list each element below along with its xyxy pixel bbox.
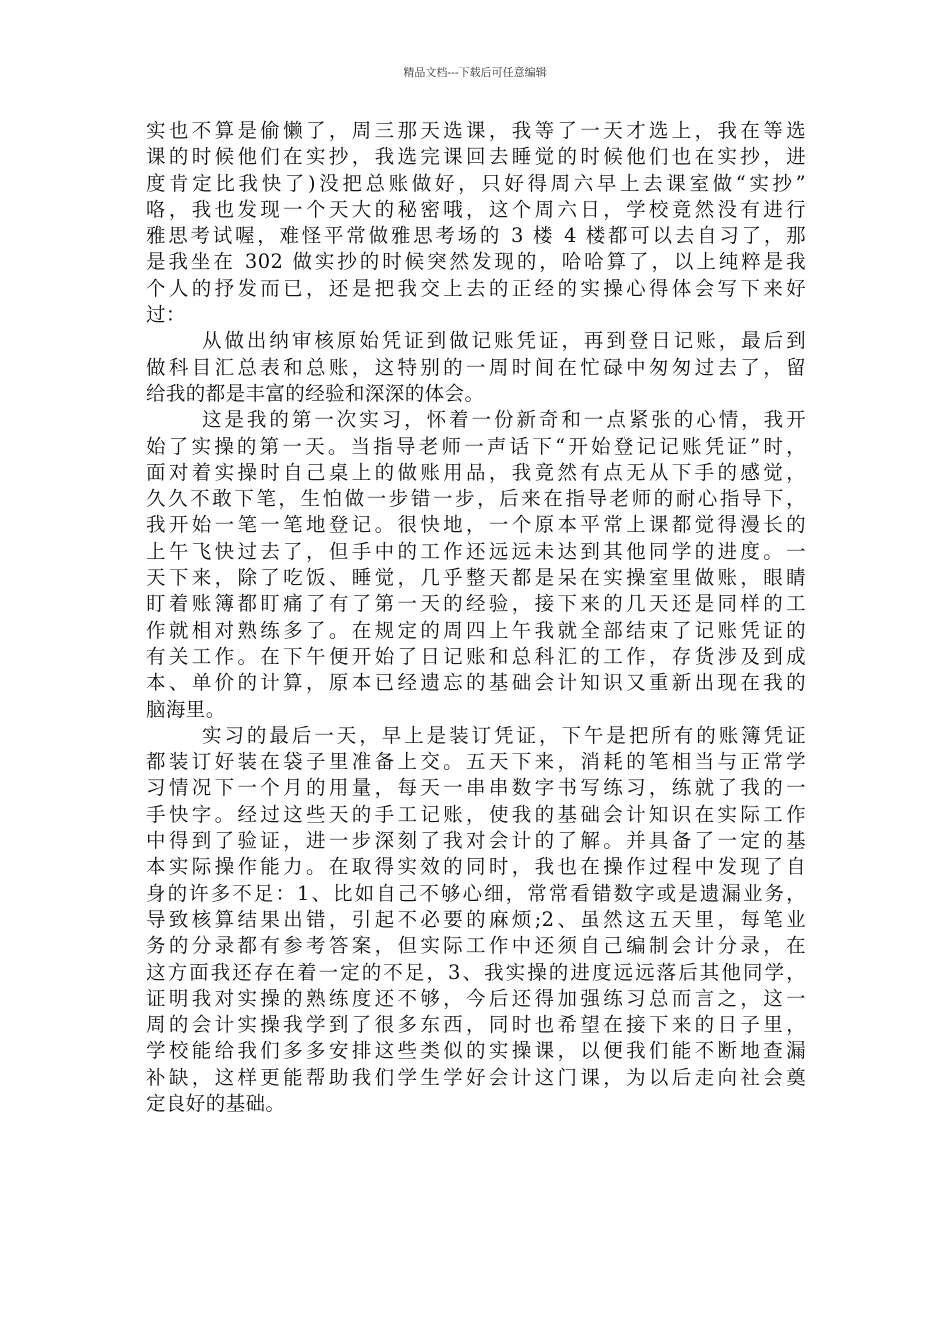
page-header: 精品文档---下载后可任意编辑: [403, 66, 547, 79]
text-line: 久久不敢下笔，生怕做一步错一步，后来在指导老师的耐心指导下，: [146, 487, 806, 511]
text-line: 习情况下一个月的用量，每天一串串数字书写练习，练就了我的一: [146, 776, 806, 800]
text-line: 本实际操作能力。在取得实效的同时，我也在操作过程中发现了自: [146, 855, 806, 879]
text-line: 学校能给我们多多安排这些类似的实操课，以便我们能不断地查漏: [146, 1039, 806, 1063]
text-line: 实也不算是偷懒了，周三那天选课，我等了一天才选上，我在等选: [146, 119, 806, 142]
text-line: 务的分录都有参考答案，但实际工作中还须自己编制会计分录，在: [146, 934, 806, 958]
text-line: 个人的抒发而已，还是把我交上去的正经的实操心得体会写下来好: [146, 276, 806, 300]
text-line: 面对着实操时自己桌上的做账用品，我竟然有点无从下手的感觉，: [146, 460, 806, 484]
text-line: 雅思考试喔，难怪平常做雅思考场的 3 楼 4 楼都可以去自习了，那: [146, 224, 806, 248]
text-line: 从做出纳审核原始凭证到做记账凭证，再到登日记账，最后到: [202, 329, 806, 353]
text-line: 做科目汇总表和总账，这特别的一周时间在忙碌中匆匆过去了，留: [146, 355, 806, 379]
text-line: 这是我的第一次实习，怀着一份新奇和一点紧张的心情，我开: [202, 408, 806, 432]
text-line: 这方面我还存在着一定的不足，3、我实操的进度远远落后其他同学，: [146, 960, 806, 984]
text-line: 始了实操的第一天。当指导老师一声话下“开始登记记账凭证”时，: [146, 434, 806, 458]
text-line: 中得到了验证，进一步深刻了我对会计的了解。并具备了一定的基: [146, 829, 806, 853]
text-line: 手快字。经过这些天的手工记账，使我的基础会计知识在实际工作: [146, 802, 806, 826]
text-line: 脑海里。: [146, 697, 226, 721]
document-body: [146, 118, 806, 1117]
text-line: 导致核算结果出错，引起不必要的麻烦;2、虽然这五天里，每笔业: [146, 907, 806, 931]
text-line: 咯，我也发现一个天大的秘密哦，这个周六日，学校竟然没有进行: [146, 197, 806, 221]
text-line: 本、单价的计算，原本已经遗忘的基础会计知识又重新出现在我的: [146, 671, 806, 695]
text-line: 证明我对实操的熟练度还不够，今后还得加强练习总而言之，这一: [146, 986, 806, 1010]
paragraph-3: [146, 407, 806, 723]
text-line: 上午飞快过去了，但手中的工作还远远未达到其他同学的进度。一: [146, 539, 806, 563]
text-line: 给我的都是丰富的经验和深深的体会。: [146, 381, 485, 405]
text-line: 定良好的基础。: [146, 1091, 286, 1115]
text-line: 实习的最后一天，早上是装订凭证，下午是把所有的账簿凭证: [202, 723, 806, 747]
text-line: 盯着账簿都盯痛了有了第一天的经验，接下来的几天还是同样的工: [146, 592, 806, 616]
text-line: 周的会计实操我学到了很多东西，同时也希望在接下来的日子里，: [146, 1013, 806, 1037]
paragraph-1: [146, 118, 806, 328]
text-line: 过：: [146, 303, 186, 327]
text-line: 我开始一笔一笔地登记。很快地，一个原本平常上课都觉得漫长的: [146, 513, 806, 537]
paragraph-4: [146, 723, 806, 1117]
text-line: 天下来，除了吃饭、睡觉，几乎整天都是呆在实操室里做账，眼睛: [146, 566, 806, 590]
text-line: 身的许多不足：1、比如自己不够心细，常常看错数字或是遗漏业务，: [146, 881, 806, 905]
text-line: 度肯定比我快了)没把总账做好，只好得周六早上去课室做“实抄”: [146, 171, 806, 195]
text-line: 作就相对熟练多了。在规定的周四上午我就全部结束了记账凭证的: [146, 618, 806, 642]
text-line: 课的时候他们在实抄，我选完课回去睡觉的时候他们也在实抄，进: [146, 145, 806, 169]
text-line: 补缺，这样更能帮助我们学生学好会计这门课，为以后走向社会奠: [146, 1065, 806, 1089]
paragraph-2: [146, 328, 806, 407]
text-line: 有关工作。在下午便开始了日记账和总科汇的工作，存货涉及到成: [146, 644, 806, 668]
text-line: 都装订好装在袋子里准备上交。五天下来，消耗的笔相当与正常学: [146, 750, 806, 774]
text-line: 是我坐在 302 做实抄的时候突然发现的，哈哈算了，以上纯粹是我: [146, 250, 806, 274]
